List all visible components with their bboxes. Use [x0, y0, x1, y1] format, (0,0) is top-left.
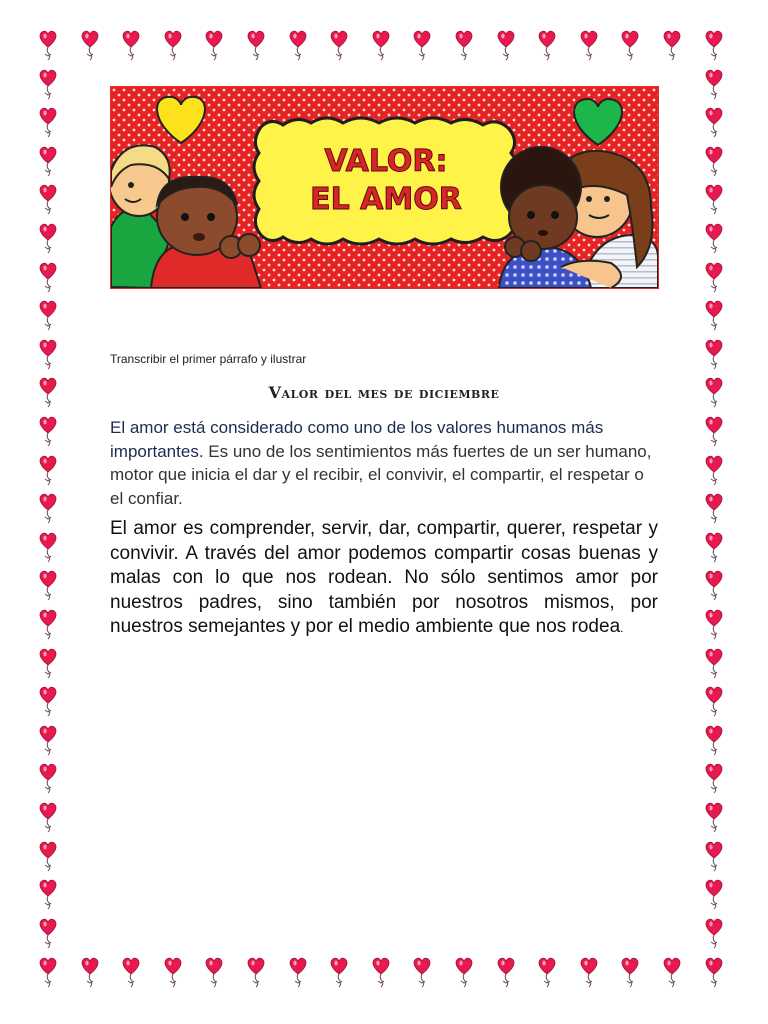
heart-balloon-icon: [496, 956, 516, 988]
page-heading: Valor del mes de diciembre: [268, 383, 500, 402]
banner-title-line1: VALOR:: [324, 144, 448, 179]
heart-balloon-icon: [38, 801, 58, 833]
heart-balloon-icon: [704, 454, 724, 486]
valor-el-amor-banner: [110, 86, 659, 289]
heart-balloon-icon: [704, 956, 724, 988]
heart-balloon-icon: [38, 647, 58, 679]
heart-balloon-icon: [662, 29, 682, 61]
heart-balloon-icon: [579, 29, 599, 61]
heart-balloon-icon: [329, 956, 349, 988]
heart-balloon-icon: [38, 685, 58, 717]
heart-balloon-icon: [704, 531, 724, 563]
heart-balloon-icon: [704, 183, 724, 215]
heart-balloon-icon: [38, 917, 58, 949]
heart-balloon-icon: [704, 68, 724, 100]
heart-balloon-icon: [38, 492, 58, 524]
heart-balloon-icon: [537, 956, 557, 988]
heart-balloon-icon: [38, 415, 58, 447]
paragraph-2-end: .: [620, 621, 624, 635]
heart-balloon-icon: [38, 956, 58, 988]
heart-balloon-icon: [38, 145, 58, 177]
heart-balloon-icon: [38, 106, 58, 138]
heart-balloon-icon: [704, 878, 724, 910]
heart-balloon-icon: [496, 29, 516, 61]
heart-balloon-icon: [38, 531, 58, 563]
heart-balloon-icon: [246, 29, 266, 61]
heart-balloon-icon: [704, 724, 724, 756]
heart-balloon-icon: [38, 29, 58, 61]
heart-balloon-icon: [537, 29, 557, 61]
heart-balloon-icon: [288, 956, 308, 988]
heart-balloon-icon: [38, 261, 58, 293]
heart-balloon-icon: [704, 106, 724, 138]
heart-balloon-icon: [704, 299, 724, 331]
kids-hugging-right-illustration: [499, 147, 658, 288]
heart-balloon-icon: [579, 956, 599, 988]
heart-balloon-icon: [704, 762, 724, 794]
heart-balloon-icon: [412, 956, 432, 988]
paragraph-1-lead: El amor está considerado como uno de los valores humanos más importantes.: [110, 418, 604, 461]
heart-balloon-icon: [121, 29, 141, 61]
heart-balloon-icon: [454, 956, 474, 988]
heart-balloon-icon: [329, 29, 349, 61]
heart-balloon-icon: [704, 917, 724, 949]
heart-balloon-icon: [704, 338, 724, 370]
heart-balloon-icon: [163, 956, 183, 988]
heart-balloon-icon: [38, 724, 58, 756]
heart-balloon-icon: [454, 29, 474, 61]
heart-balloon-icon: [662, 956, 682, 988]
heart-balloon-icon: [38, 608, 58, 640]
heart-balloon-icon: [246, 956, 266, 988]
heart-balloon-icon: [704, 569, 724, 601]
heart-balloon-icon: [620, 29, 640, 61]
heart-balloon-icon: [288, 29, 308, 61]
heart-balloon-icon: [704, 647, 724, 679]
heart-balloon-icon: [620, 956, 640, 988]
heart-balloon-icon: [38, 68, 58, 100]
heart-balloon-icon: [704, 685, 724, 717]
heart-balloon-icon: [38, 762, 58, 794]
heart-balloon-icon: [38, 299, 58, 331]
heart-balloon-icon: [704, 145, 724, 177]
paragraph-2: [110, 517, 658, 641]
heart-balloon-icon: [704, 222, 724, 254]
heart-balloon-icon: [412, 29, 432, 61]
heart-balloon-icon: [204, 29, 224, 61]
banner-title-line2: EL AMOR: [310, 182, 462, 217]
heart-balloon-icon: [80, 29, 100, 61]
paragraph-1: [110, 416, 660, 510]
heart-balloon-icon: [371, 956, 391, 988]
paragraph-2-main: El amor es comprender, servir, dar, compartir, querer, respetar y convivir. A través del amor podemos compartir cosas buenas y malas con lo que nos rodean. No sólo sentimos amor por nuestros padres, sino también por nosotros mismos, por nuestros semejantes y por el medio ambiente que nos rodea: [110, 518, 658, 637]
heart-balloon-icon: [80, 956, 100, 988]
paragraph-1-rest: Es uno de los sentimientos más fuertes de un ser humano, motor que inicia el dar y el recibir, el convivir, el compartir, el respetar o el confiar.: [110, 441, 652, 508]
instruction-text: Transcribir el primer párrafo y ilustrar: [110, 352, 307, 366]
heart-balloon-icon: [38, 878, 58, 910]
heart-balloon-icon: [704, 261, 724, 293]
heart-balloon-icon: [38, 454, 58, 486]
heart-balloon-icon: [704, 608, 724, 640]
heart-balloon-icon: [121, 956, 141, 988]
heart-balloon-icon: [704, 29, 724, 61]
heart-balloon-icon: [704, 492, 724, 524]
heart-balloon-icon: [163, 29, 183, 61]
heart-balloon-icon: [204, 956, 224, 988]
heart-balloon-icon: [371, 29, 391, 61]
heart-balloon-icon: [704, 840, 724, 872]
heart-balloon-icon: [704, 415, 724, 447]
heart-balloon-icon: [38, 338, 58, 370]
heart-balloon-icon: [38, 222, 58, 254]
heart-balloon-icon: [38, 840, 58, 872]
heart-balloon-icon: [38, 569, 58, 601]
heart-balloon-icon: [38, 183, 58, 215]
heart-balloon-icon: [704, 801, 724, 833]
